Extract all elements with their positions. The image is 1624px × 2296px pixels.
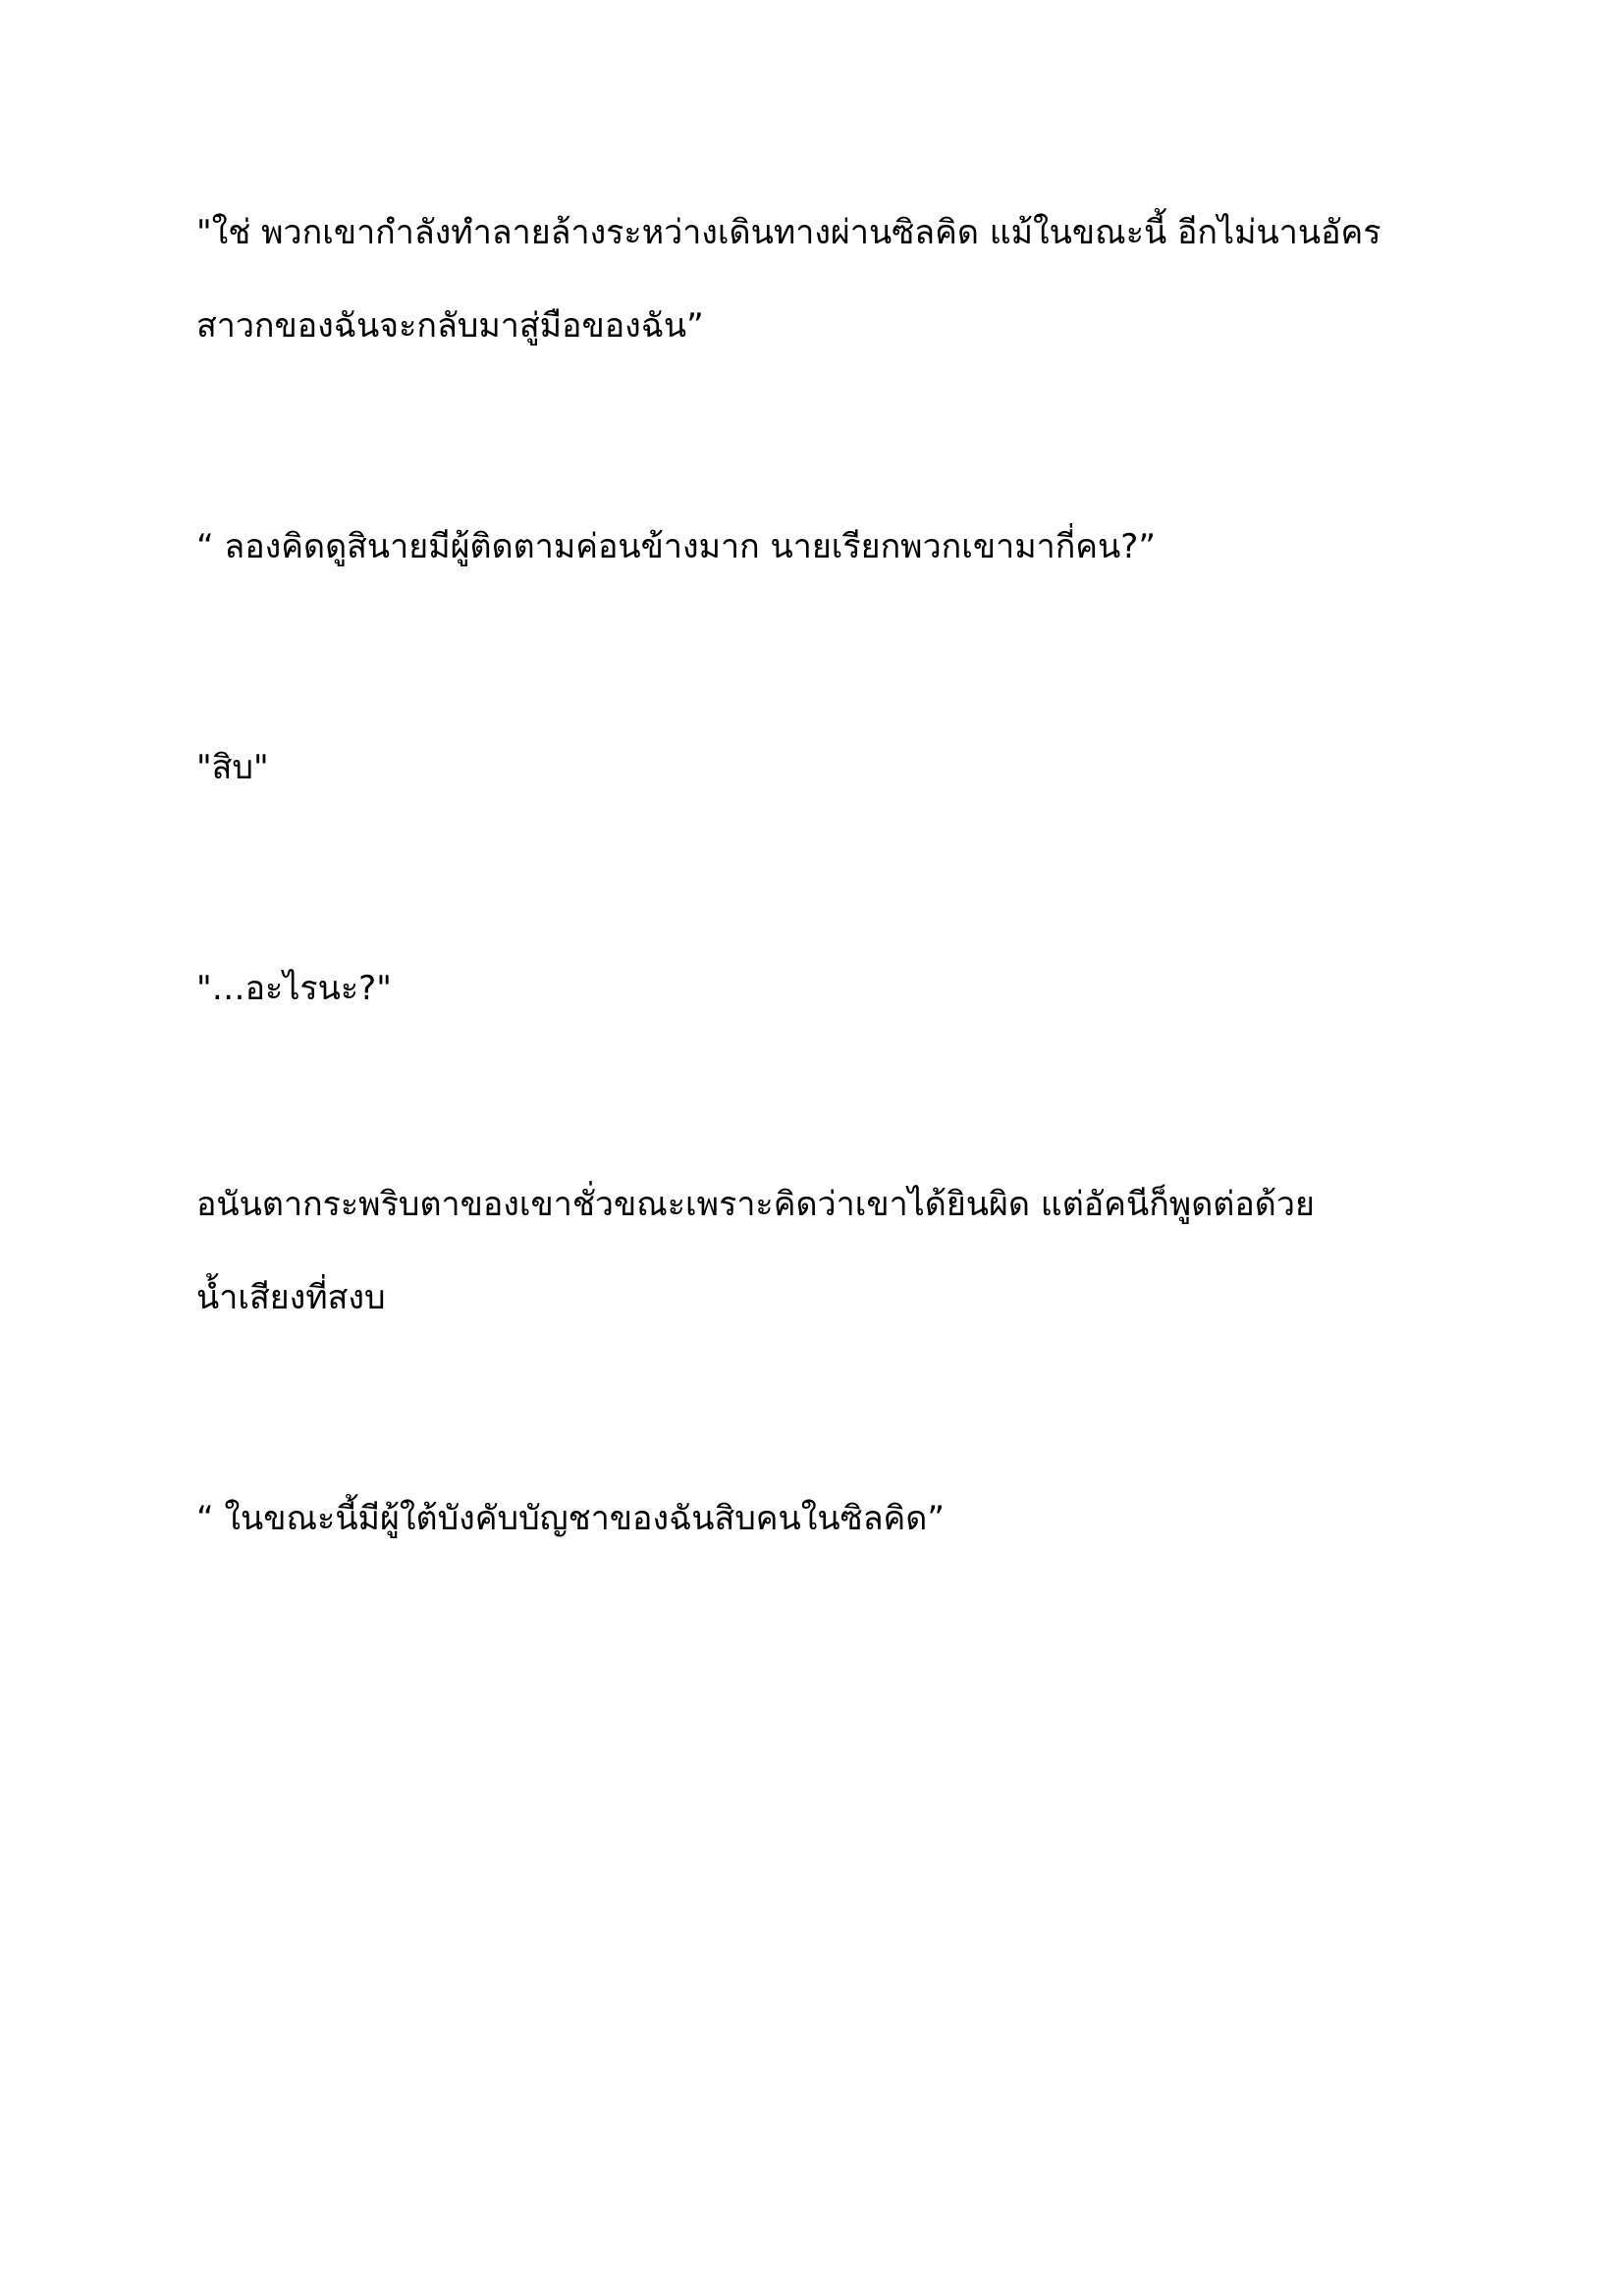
paragraph-2 [196,501,1473,594]
paragraph-line: “ ในขณะนี้มีผู้ใต้บังคับบัญชาของฉันสิบคนในซิลคิด” [196,1499,945,1538]
paragraph-line: "…อะไรนะ?" [196,969,392,1008]
paragraph-line: "สิบ" [196,748,269,787]
paragraph-line: “ ลองคิดดูสินายมีผู้ติดตามค่อนข้างมาก นายเรียกพวกเขามากี่คน?” [196,527,1156,566]
paragraph-line: น้ำเสียงที่สงบ [196,1278,386,1317]
paragraph-line: "ใช่ พวกเขากำลังทำลายล้างระหว่างเดินทางผ่านซิลคิด แม้ในขณะนี้ อีกไม่นานอัคร [196,213,1381,252]
paragraph-line: สาวกของฉันจะกลับมาสู่มือของฉัน” [196,306,704,346]
paragraph-4 [196,942,1473,1036]
paragraph-6 [196,1472,1473,1566]
paragraph-1 [196,187,1473,373]
paragraph-3 [196,721,1473,815]
paragraph-5 [196,1158,1473,1345]
paragraph-line: อนันตากระพริบตาของเขาชั่วขณะเพราะคิดว่าเขาได้ยินผิด แต่อัคนีก็พูดต่อด้วย [196,1185,1315,1224]
